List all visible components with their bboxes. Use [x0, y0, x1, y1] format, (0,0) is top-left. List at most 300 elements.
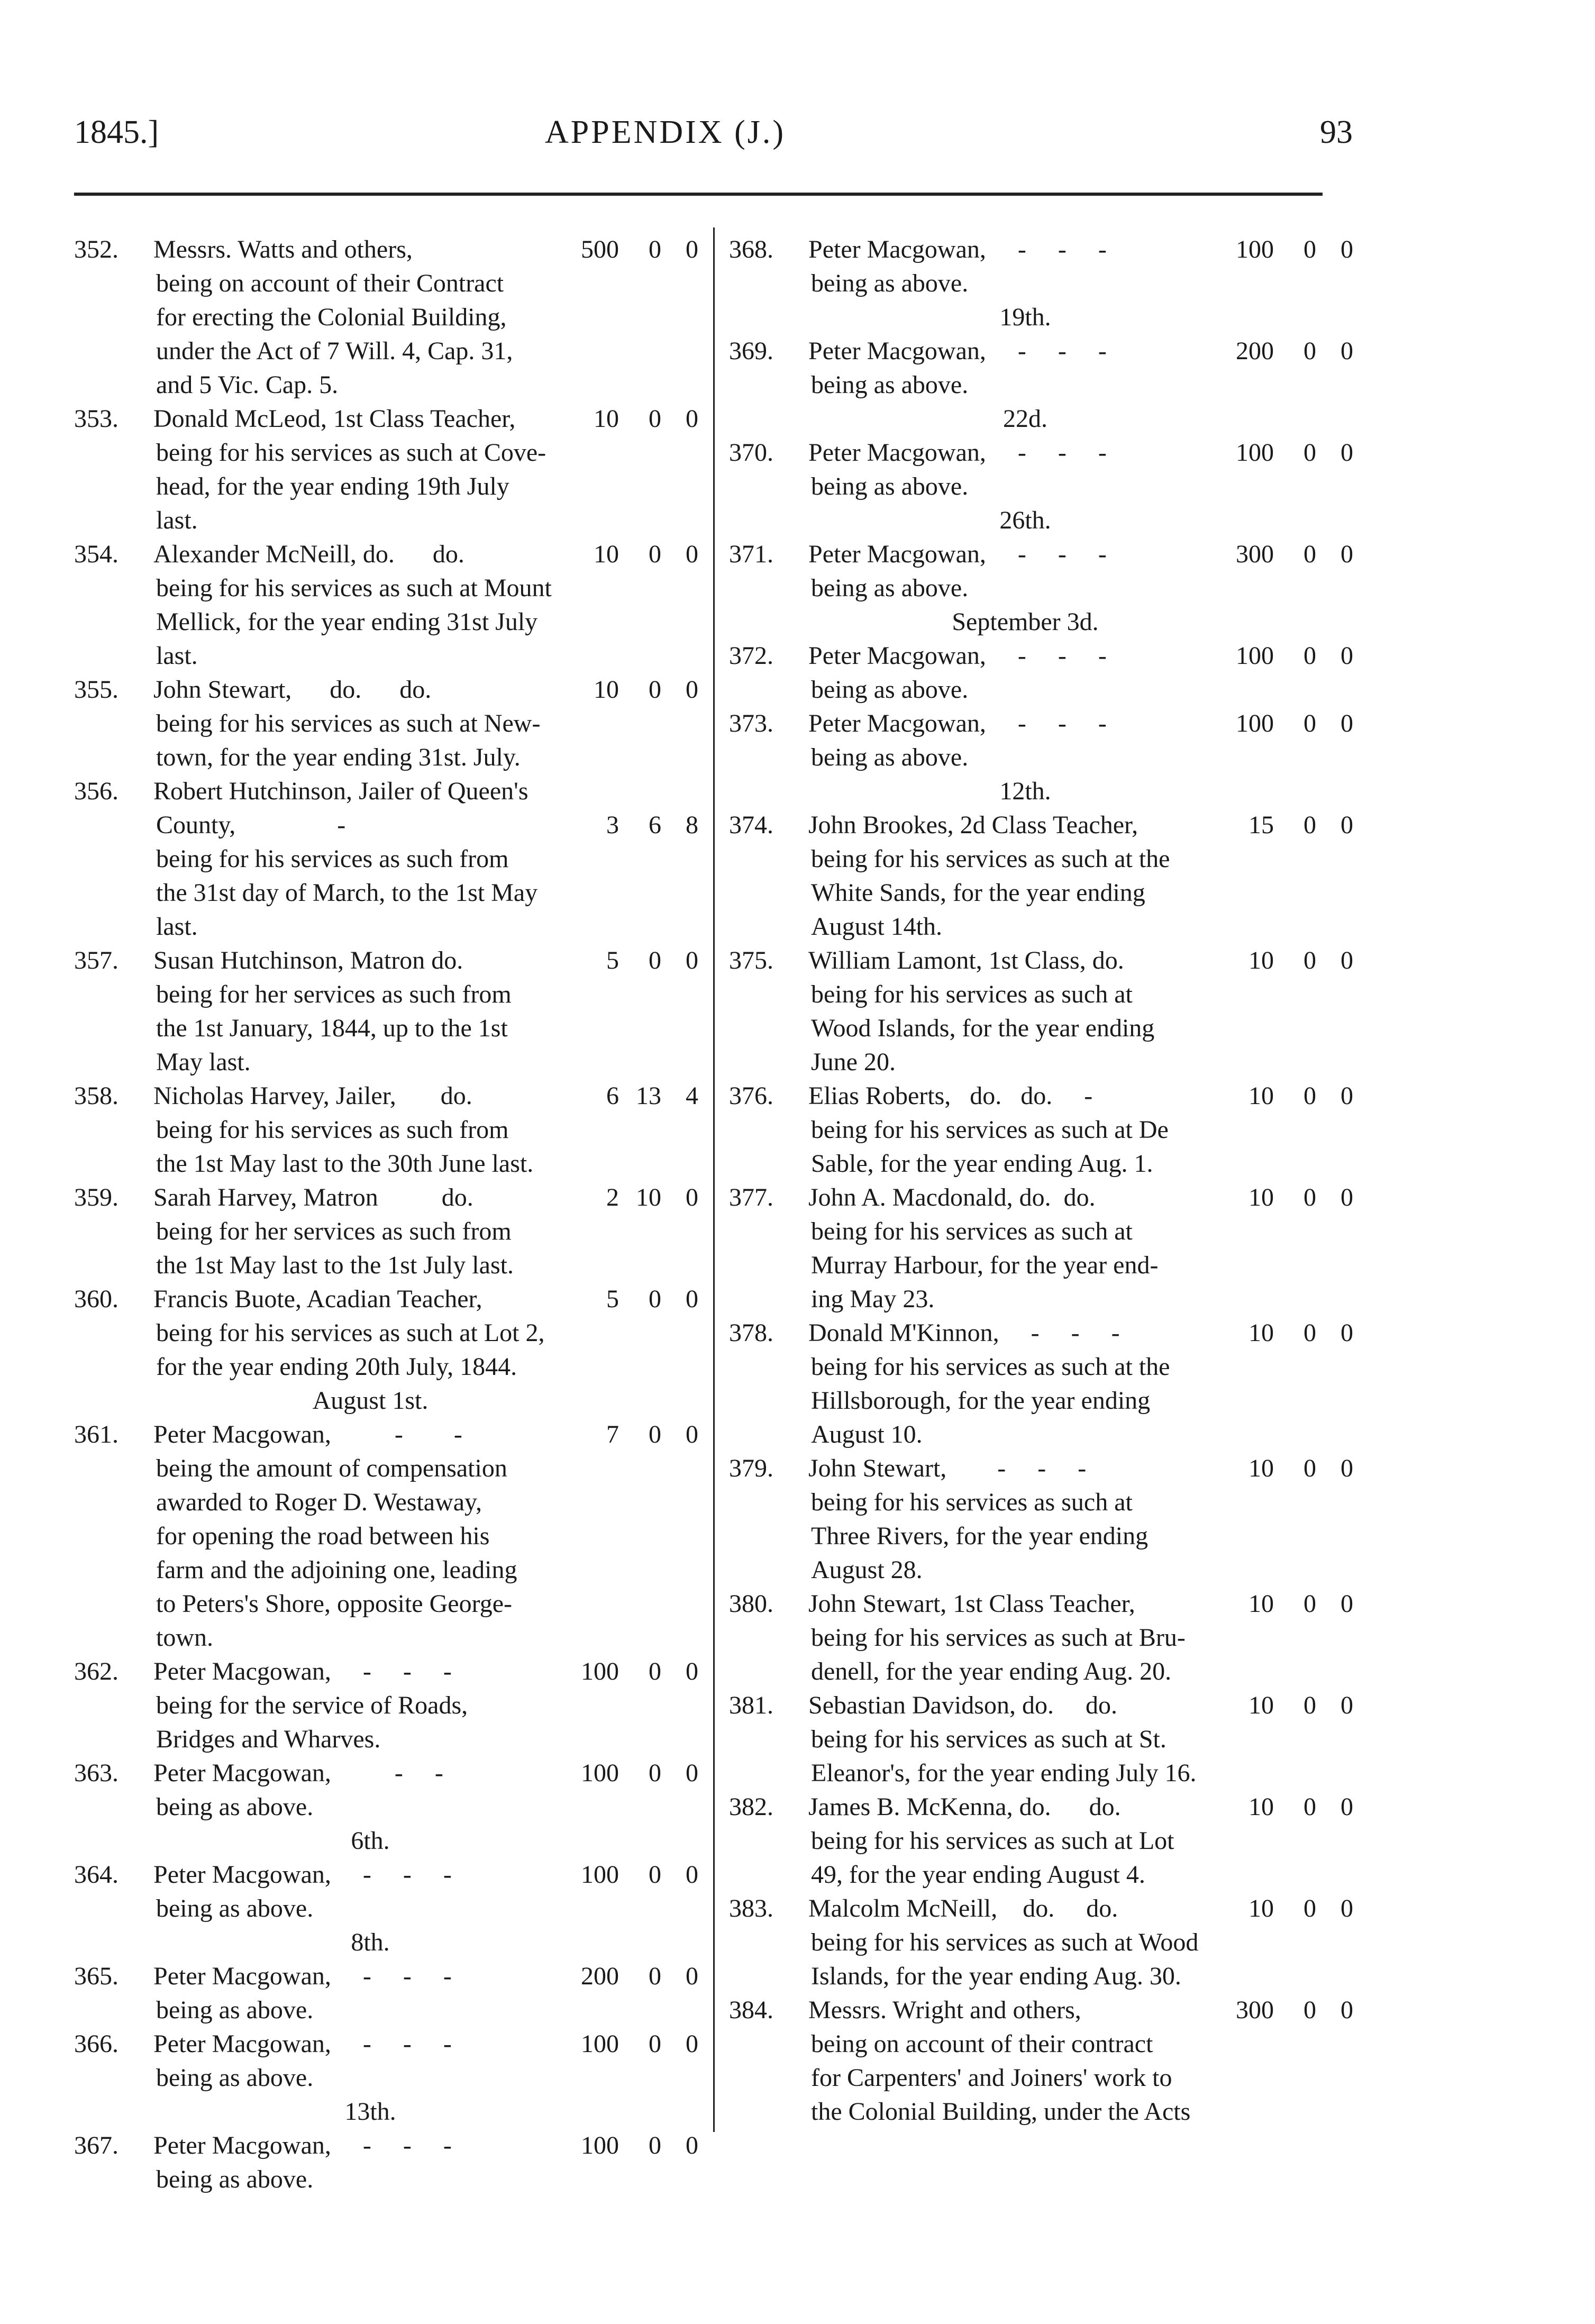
entry-description-line: [729, 470, 1353, 504]
amount-shillings: 6: [649, 811, 661, 839]
entry-number: 368.: [729, 235, 773, 263]
entry-text: Messrs. Watts and others,: [153, 235, 413, 263]
entry-line: [74, 233, 698, 267]
entry-text: being on account of their Contract: [156, 269, 504, 297]
entry-description-line: [74, 1689, 698, 1723]
entry-description-line: [729, 842, 1353, 876]
amount-pounds: 10: [1248, 1183, 1274, 1211]
amount-pence: 0: [1341, 1183, 1353, 1211]
amount-pence: 0: [1341, 439, 1353, 467]
amount-pence: 0: [1341, 946, 1353, 974]
entry-line: [729, 639, 1353, 673]
amount-pence: 0: [686, 1183, 698, 1211]
entry-text: August 1st.: [312, 1387, 429, 1415]
entry-description-line: [729, 571, 1353, 605]
amount-pence: 0: [1341, 1454, 1353, 1482]
amount-pounds: 10: [594, 676, 619, 704]
entry-line: [729, 1316, 1353, 1350]
date-heading: [729, 300, 1353, 334]
entry-text: being for his services as such at: [811, 1217, 1133, 1245]
entry-line: [74, 1282, 698, 1316]
entry-number: 364.: [74, 1861, 119, 1889]
entry-line: [729, 1993, 1353, 2027]
entry-line: [74, 1655, 698, 1689]
entry-text: being as above.: [156, 1793, 314, 1821]
amount-shillings: 0: [649, 1285, 661, 1313]
amount-shillings: 0: [649, 540, 661, 568]
amount-pence: 0: [686, 540, 698, 568]
date-heading: [729, 774, 1353, 808]
entry-description-line: [74, 808, 698, 842]
amount-shillings: 0: [1304, 642, 1316, 670]
entry-description-line: [74, 707, 698, 741]
entry-text: being as above.: [156, 1996, 314, 2024]
amount-shillings: 0: [1304, 1183, 1316, 1211]
entry-description-line: [729, 1723, 1353, 1756]
amount-shillings: 0: [649, 1420, 661, 1448]
entry-text: Sebastian Davidson, do. do.: [808, 1691, 1117, 1719]
page-number: 93: [1320, 114, 1353, 150]
entry-number: 360.: [74, 1285, 119, 1313]
entry-number: 384.: [729, 1996, 773, 2024]
entry-text: James B. McKenna, do. do.: [808, 1793, 1121, 1821]
entry-text: being for his services as such at St.: [811, 1725, 1166, 1753]
amount-pence: 0: [686, 1657, 698, 1685]
entry-text: being as above.: [811, 269, 969, 297]
entry-number: 375.: [729, 946, 773, 974]
entry-text: for erecting the Colonial Building,: [156, 303, 507, 331]
entry-text: Peter Macgowan, - - -: [808, 642, 1107, 670]
amount-pounds: 100: [581, 1861, 619, 1889]
amount-pounds: 100: [1236, 235, 1274, 263]
amount-pence: 4: [686, 1082, 698, 1110]
entry-text: for Carpenters' and Joiners' work to: [811, 2064, 1172, 2092]
entry-text: Messrs. Wright and others,: [808, 1996, 1081, 2024]
amount-pounds: 10: [1248, 946, 1274, 974]
entry-description-line: [74, 1113, 698, 1147]
entry-description-line: [729, 1485, 1353, 1519]
entry-text: being as above.: [156, 2165, 314, 2193]
entry-description-line: [729, 1350, 1353, 1384]
entry-text: being for his services as such at De: [811, 1116, 1169, 1144]
entry-line: [729, 1079, 1353, 1113]
entry-text: Alexander McNeill, do. do.: [153, 540, 464, 568]
entry-line: [729, 233, 1353, 267]
entry-line: [74, 1960, 698, 1993]
entry-description-line: [729, 978, 1353, 1011]
entry-text: John Stewart, - - -: [808, 1454, 1087, 1482]
entry-text: last.: [156, 642, 198, 670]
entry-line: [74, 2129, 698, 2163]
amount-shillings: 0: [1304, 811, 1316, 839]
date-heading: [729, 504, 1353, 537]
amount-shillings: 0: [1304, 1590, 1316, 1618]
entry-text: Elias Roberts, do. do. -: [808, 1082, 1093, 1110]
entry-text: being for his services as such at Cove-: [156, 439, 546, 467]
entry-description-line: [729, 2027, 1353, 2061]
entry-description-line: [74, 1723, 698, 1756]
amount-shillings: 0: [1304, 1319, 1316, 1347]
entry-description-line: [729, 673, 1353, 707]
amount-shillings: 0: [1304, 1454, 1316, 1482]
entry-text: Peter Macgowan, - - -: [153, 1861, 452, 1889]
entry-number: 357.: [74, 946, 119, 974]
entry-description-line: [729, 1519, 1353, 1553]
entry-description-line: [74, 605, 698, 639]
amount-pounds: 100: [1236, 642, 1274, 670]
entry-line: [729, 1587, 1353, 1621]
amount-shillings: 0: [649, 946, 661, 974]
entry-text: being for his services as such at the: [811, 1353, 1170, 1381]
entry-number: 380.: [729, 1590, 773, 1618]
entry-text: farm and the adjoining one, leading: [156, 1556, 517, 1584]
entry-description-line: [729, 1282, 1353, 1316]
entry-line: [729, 334, 1353, 368]
amount-shillings: 0: [649, 1657, 661, 1685]
amount-pence: 0: [686, 1962, 698, 1990]
entry-text: under the Act of 7 Will. 4, Cap. 31,: [156, 337, 513, 365]
entry-text: town.: [156, 1624, 213, 1652]
amount-shillings: 0: [649, 2030, 661, 2058]
entry-text: White Sands, for the year ending: [811, 879, 1145, 907]
entry-text: being on account of their contract: [811, 2030, 1153, 2058]
entry-number: 377.: [729, 1183, 773, 1211]
amount-shillings: 0: [1304, 439, 1316, 467]
amount-pounds: 5: [606, 1285, 619, 1313]
entry-description-line: [74, 978, 698, 1011]
amount-pounds: 5: [606, 946, 619, 974]
entry-text: Sable, for the year ending Aug. 1.: [811, 1150, 1153, 1178]
amount-pence: 0: [686, 1759, 698, 1787]
entry-text: Hillsborough, for the year ending: [811, 1387, 1151, 1415]
amount-pounds: 100: [581, 1759, 619, 1787]
entry-text: head, for the year ending 19th July: [156, 472, 509, 500]
entry-number: 381.: [729, 1691, 773, 1719]
entry-text: 26th.: [999, 506, 1051, 534]
entry-text: being for his services as such at Lot 2,: [156, 1319, 545, 1347]
entry-line: [729, 436, 1353, 470]
entry-description-line: [729, 1655, 1353, 1689]
entry-description-line: [74, 1248, 698, 1282]
entry-text: Donald M'Kinnon, - - -: [808, 1319, 1120, 1347]
amount-pounds: 3: [606, 811, 619, 839]
amount-pounds: 10: [1248, 1691, 1274, 1719]
amount-pounds: 15: [1248, 811, 1274, 839]
amount-pounds: 10: [1248, 1454, 1274, 1482]
entry-line: [729, 707, 1353, 741]
amount-shillings: 0: [649, 1962, 661, 1990]
entry-description-line: [74, 1485, 698, 1519]
amount-shillings: 0: [649, 676, 661, 704]
entry-text: for the year ending 20th July, 1844.: [156, 1353, 517, 1381]
entry-text: 19th.: [999, 303, 1051, 331]
entry-text: 49, for the year ending August 4.: [811, 1861, 1145, 1889]
entry-text: Peter Macgowan, - - -: [808, 709, 1107, 737]
entry-description-line: [74, 1452, 698, 1485]
entry-description-line: [74, 1790, 698, 1824]
entry-text: Peter Macgowan, - - -: [808, 337, 1107, 365]
entry-text: Murray Harbour, for the year end-: [811, 1251, 1159, 1279]
entry-description-line: [729, 1756, 1353, 1790]
amount-pence: 0: [1341, 1996, 1353, 2024]
amount-pence: 0: [1341, 811, 1353, 839]
amount-pence: 0: [686, 235, 698, 263]
entry-description-line: [729, 1248, 1353, 1282]
amount-shillings: 0: [1304, 540, 1316, 568]
entry-description-line: [74, 1587, 698, 1621]
entry-text: being for his services as such at New-: [156, 709, 541, 737]
entry-line: [74, 1756, 698, 1790]
entry-text: Peter Macgowan, - - -: [808, 540, 1107, 568]
entry-text: being for his services as such at: [811, 980, 1133, 1008]
amount-shillings: 0: [649, 235, 661, 263]
amount-pence: 0: [686, 1420, 698, 1448]
entry-line: [74, 402, 698, 436]
entry-number: 359.: [74, 1183, 119, 1211]
entry-description-line: [729, 1147, 1353, 1181]
entry-number: 365.: [74, 1962, 119, 1990]
entry-description-line: [74, 1519, 698, 1553]
entry-text: being for the service of Roads,: [156, 1691, 468, 1719]
amount-pence: 0: [1341, 1691, 1353, 1719]
entry-text: awarded to Roger D. Westaway,: [156, 1488, 482, 1516]
entry-text: the 31st day of March, to the 1st May: [156, 879, 538, 907]
entry-text: County, -: [156, 811, 346, 839]
entry-description-line: [729, 1858, 1353, 1892]
entry-text: Susan Hutchinson, Matron do.: [153, 946, 463, 974]
entry-description-line: [74, 741, 698, 774]
entry-text: being for his services as such from: [156, 1116, 509, 1144]
entry-line: [74, 537, 698, 571]
amount-pounds: 100: [1236, 439, 1274, 467]
entry-text: the 1st May last to the 1st July last.: [156, 1251, 514, 1279]
amount-shillings: 13: [636, 1082, 661, 1110]
amount-shillings: 0: [1304, 709, 1316, 737]
entry-text: Peter Macgowan, - -: [153, 1759, 443, 1787]
entry-text: John Stewart, do. do.: [153, 676, 432, 704]
entry-text: Peter Macgowan, - - -: [808, 439, 1107, 467]
entry-line: [729, 1892, 1353, 1926]
entry-text: 6th.: [351, 1827, 390, 1855]
entry-number: 362.: [74, 1657, 119, 1685]
entry-line: [74, 944, 698, 978]
amount-pounds: 100: [581, 1657, 619, 1685]
entry-text: last.: [156, 913, 198, 941]
entry-description-line: [729, 1384, 1353, 1418]
entry-number: 352.: [74, 235, 119, 263]
amount-pounds: 10: [1248, 1082, 1274, 1110]
entry-text: and 5 Vic. Cap. 5.: [156, 371, 339, 399]
entry-text: Islands, for the year ending Aug. 30.: [811, 1962, 1181, 1990]
amount-pounds: 7: [606, 1420, 619, 1448]
date-heading: [74, 1384, 698, 1418]
entry-text: being as above.: [811, 574, 969, 602]
entry-description-line: [729, 1621, 1353, 1655]
entry-line: [74, 1858, 698, 1892]
entry-text: being as above.: [811, 743, 969, 771]
entry-text: Francis Buote, Acadian Teacher,: [153, 1285, 482, 1313]
entry-line: [74, 673, 698, 707]
entry-text: August 14th.: [811, 913, 943, 941]
entry-description-line: [74, 910, 698, 944]
entry-text: being for his services as such at Wood: [811, 1928, 1199, 1956]
entry-description-line: [74, 2163, 698, 2197]
entry-line: [74, 1079, 698, 1113]
entry-description-line: [729, 2061, 1353, 2095]
entry-description-line: [729, 876, 1353, 910]
entry-line: [74, 774, 698, 808]
entry-text: denell, for the year ending Aug. 20.: [811, 1657, 1172, 1685]
entry-number: 378.: [729, 1319, 773, 1347]
amount-pounds: 10: [1248, 1793, 1274, 1821]
entry-text: May last.: [156, 1048, 251, 1076]
entry-text: William Lamont, 1st Class, do.: [808, 946, 1124, 974]
header-rule: [74, 193, 1323, 196]
date-heading: [729, 402, 1353, 436]
entry-description-line: [74, 1350, 698, 1384]
entry-description-line: [74, 1045, 698, 1079]
entry-text: being for his services as such at Mount: [156, 574, 552, 602]
entry-description-line: [74, 1892, 698, 1926]
entry-description-line: [729, 1045, 1353, 1079]
entry-text: Eleanor's, for the year ending July 16.: [811, 1759, 1197, 1787]
column-divider: [713, 227, 715, 2132]
date-heading: [729, 605, 1353, 639]
entry-text: being as above.: [811, 472, 969, 500]
entry-text: being for his services as such from: [156, 845, 509, 873]
entry-number: 376.: [729, 1082, 773, 1110]
amount-pence: 0: [1341, 337, 1353, 365]
entry-description-line: [74, 267, 698, 300]
entry-number: 356.: [74, 777, 119, 805]
amount-pence: 0: [1341, 1082, 1353, 1110]
entry-text: Mellick, for the year ending 31st July: [156, 608, 538, 636]
entry-text: Robert Hutchinson, Jailer of Queen's: [153, 777, 528, 805]
entry-description-line: [729, 910, 1353, 944]
amount-pounds: 10: [1248, 1590, 1274, 1618]
entry-line: [74, 1418, 698, 1452]
amount-shillings: 0: [1304, 1691, 1316, 1719]
entry-description-line: [729, 1215, 1353, 1248]
entry-description-line: [74, 504, 698, 537]
entry-description-line: [74, 470, 698, 504]
amount-shillings: 0: [649, 2131, 661, 2159]
amount-pounds: 100: [1236, 709, 1274, 737]
amount-pence: 8: [686, 811, 698, 839]
entry-description-line: [729, 1926, 1353, 1960]
entry-description-line: [74, 300, 698, 334]
entry-text: Peter Macgowan, - -: [153, 1420, 462, 1448]
entry-number: 361.: [74, 1420, 119, 1448]
amount-shillings: 0: [649, 405, 661, 433]
entry-text: Sarah Harvey, Matron do.: [153, 1183, 473, 1211]
entry-description-line: [729, 1011, 1353, 1045]
amount-shillings: 0: [1304, 946, 1316, 974]
amount-shillings: 0: [1304, 337, 1316, 365]
right-column: [729, 233, 1353, 2129]
entry-line: [74, 1181, 698, 1215]
entry-description-line: [74, 842, 698, 876]
entry-description-line: [729, 1824, 1353, 1858]
entry-description-line: [74, 1215, 698, 1248]
entry-number: 383.: [729, 1894, 773, 1922]
amount-pence: 0: [686, 1285, 698, 1313]
entry-text: June 20.: [811, 1048, 896, 1076]
entry-line: [729, 944, 1353, 978]
amount-shillings: 0: [649, 1759, 661, 1787]
entry-text: Bridges and Wharves.: [156, 1725, 381, 1753]
amount-shillings: 0: [1304, 235, 1316, 263]
amount-pounds: 300: [1236, 1996, 1274, 2024]
entry-description-line: [74, 2061, 698, 2095]
entry-number: 382.: [729, 1793, 773, 1821]
entry-description-line: [74, 1621, 698, 1655]
entry-text: John Brookes, 2d Class Teacher,: [808, 811, 1138, 839]
entry-line: [74, 2027, 698, 2061]
amount-pounds: 200: [581, 1962, 619, 1990]
entry-number: 355.: [74, 676, 119, 704]
amount-pence: 0: [686, 2030, 698, 2058]
entry-description-line: [74, 368, 698, 402]
entry-text: to Peters's Shore, opposite George-: [156, 1590, 512, 1618]
entry-line: [729, 1181, 1353, 1215]
entry-line: [729, 1790, 1353, 1824]
entry-text: Three Rivers, for the year ending: [811, 1522, 1149, 1550]
entry-text: ing May 23.: [811, 1285, 935, 1313]
entry-text: 12th.: [999, 777, 1051, 805]
amount-pounds: 6: [606, 1082, 619, 1110]
entry-text: being for her services as such from: [156, 980, 512, 1008]
entry-text: being the amount of compensation: [156, 1454, 507, 1482]
amount-pounds: 10: [1248, 1319, 1274, 1347]
entry-text: Donald McLeod, 1st Class Teacher,: [153, 405, 516, 433]
entry-description-line: [74, 436, 698, 470]
entry-description-line: [74, 334, 698, 368]
date-heading: [74, 1926, 698, 1960]
amount-pence: 0: [1341, 235, 1353, 263]
page-header: [0, 114, 1595, 156]
amount-pounds: 200: [1236, 337, 1274, 365]
entry-description-line: [74, 1147, 698, 1181]
amount-pence: 0: [686, 2131, 698, 2159]
entry-text: being as above.: [156, 2064, 314, 2092]
entry-text: Malcolm McNeill, do. do.: [808, 1894, 1118, 1922]
entry-text: being as above.: [811, 676, 969, 704]
amount-shillings: 0: [1304, 1894, 1316, 1922]
entry-number: 371.: [729, 540, 773, 568]
date-heading: [74, 2095, 698, 2129]
entry-description-line: [74, 876, 698, 910]
entry-number: 372.: [729, 642, 773, 670]
entry-number: 367.: [74, 2131, 119, 2159]
entry-number: 370.: [729, 439, 773, 467]
entry-text: August 10.: [811, 1420, 923, 1448]
amount-pounds: 2: [606, 1183, 619, 1211]
amount-pence: 0: [686, 405, 698, 433]
amount-pence: 0: [1341, 540, 1353, 568]
entry-description-line: [74, 1993, 698, 2027]
entry-description-line: [729, 1113, 1353, 1147]
entry-text: September 3d.: [952, 608, 1099, 636]
entry-text: being as above.: [156, 1894, 314, 1922]
amount-pence: 0: [1341, 642, 1353, 670]
entry-description-line: [74, 1011, 698, 1045]
entry-number: 369.: [729, 337, 773, 365]
entry-number: 366.: [74, 2030, 119, 2058]
entry-text: being for his services as such at: [811, 1488, 1133, 1516]
amount-pence: 0: [1341, 1894, 1353, 1922]
amount-pounds: 100: [581, 2131, 619, 2159]
